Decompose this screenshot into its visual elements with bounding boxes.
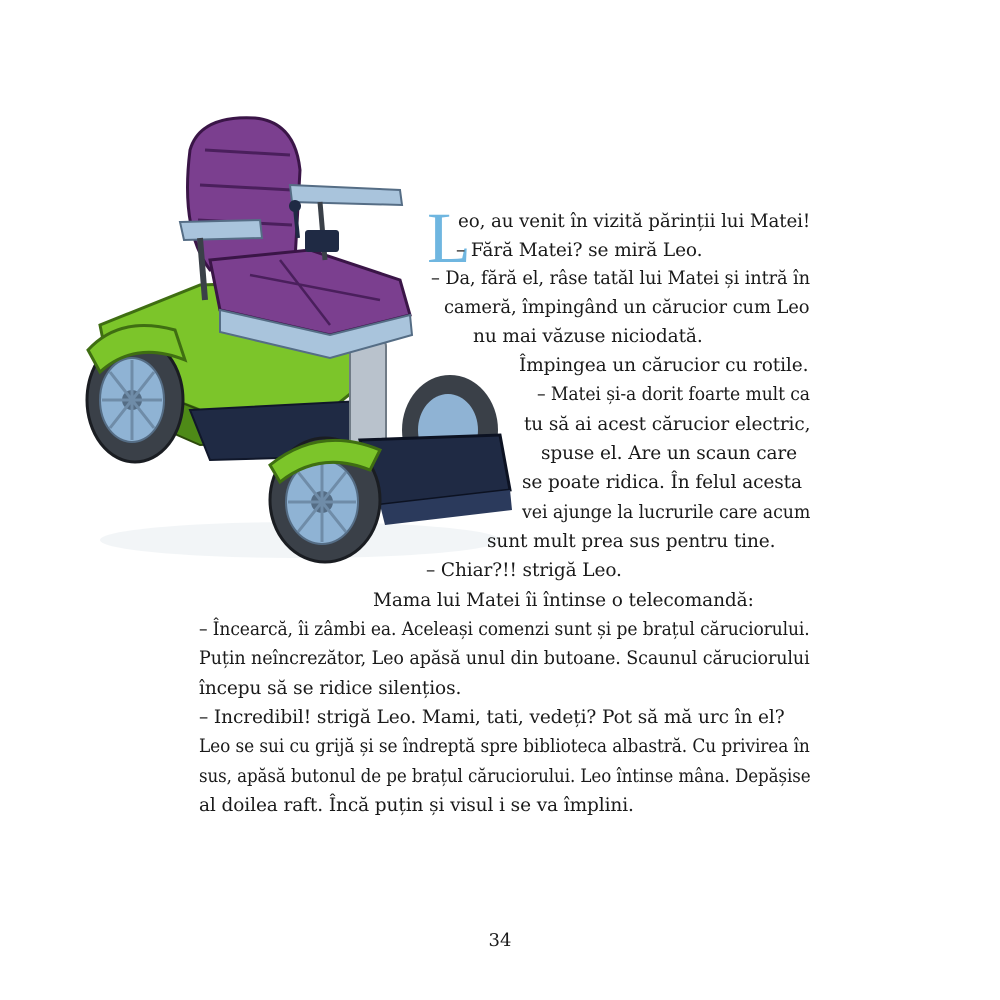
page-number: 34 <box>488 930 512 951</box>
story-line: Împingea un cărucior cu rotile. <box>519 355 809 376</box>
story-line: tu să ai acest cărucior electric, <box>524 414 811 435</box>
story-line: se poate ridica. În felul acesta <box>522 472 802 493</box>
story-line: începu să se ridice silențios. <box>199 678 462 699</box>
story-line: al doilea raft. Încă puțin și visul i se va împlini. <box>199 795 634 816</box>
chair-column <box>350 340 386 450</box>
story-line: – Chiar?!! strigă Leo. <box>426 560 622 581</box>
story-line: Leo se sui cu grijă și se îndreptă spre biblioteca albastră. Cu privirea în <box>199 736 810 757</box>
story-line: Mama lui Matei îi întinse o telecomandă: <box>373 590 754 611</box>
story-line: – Incredibil! strigă Leo. Mami, tati, vedeți? Pot să mă urc în el? <box>199 707 785 728</box>
story-line: cameră, împingând un cărucior cum Leo <box>444 297 810 318</box>
story-line: – Încearcă, îi zâmbi ea. Aceleași comenzi sunt și pe brațul căruciorului. <box>199 619 810 640</box>
story-line: spuse el. Are un scaun care <box>541 443 798 464</box>
story-line: – Da, fără el, râse tatăl lui Matei și intră în <box>431 268 810 289</box>
story-line: – Matei și-a dorit foarte mult ca <box>537 384 810 405</box>
armrest-left <box>180 220 262 240</box>
seat-back <box>188 118 301 270</box>
wheelchair-illustration <box>80 110 520 570</box>
armrest-right <box>290 185 402 205</box>
story-line: vei ajunge la lucrurile care acum <box>522 502 811 523</box>
story-line: sunt mult prea sus pentru tine. <box>487 531 776 552</box>
story-line: sus, apăsă butonul de pe brațul căruciorului. Leo întinse mâna. Depășise <box>199 766 811 787</box>
story-line: – Fără Matei? se miră Leo. <box>456 240 703 261</box>
story-line: nu mai văzuse niciodată. <box>473 326 703 347</box>
story-line: Puțin neîncrezător, Leo apăsă unul din butoane. Scaunul căruciorului <box>199 648 810 669</box>
drop-cap: L <box>427 198 471 278</box>
story-line: eo, au venit în vizită părinții lui Matei! <box>458 211 811 232</box>
